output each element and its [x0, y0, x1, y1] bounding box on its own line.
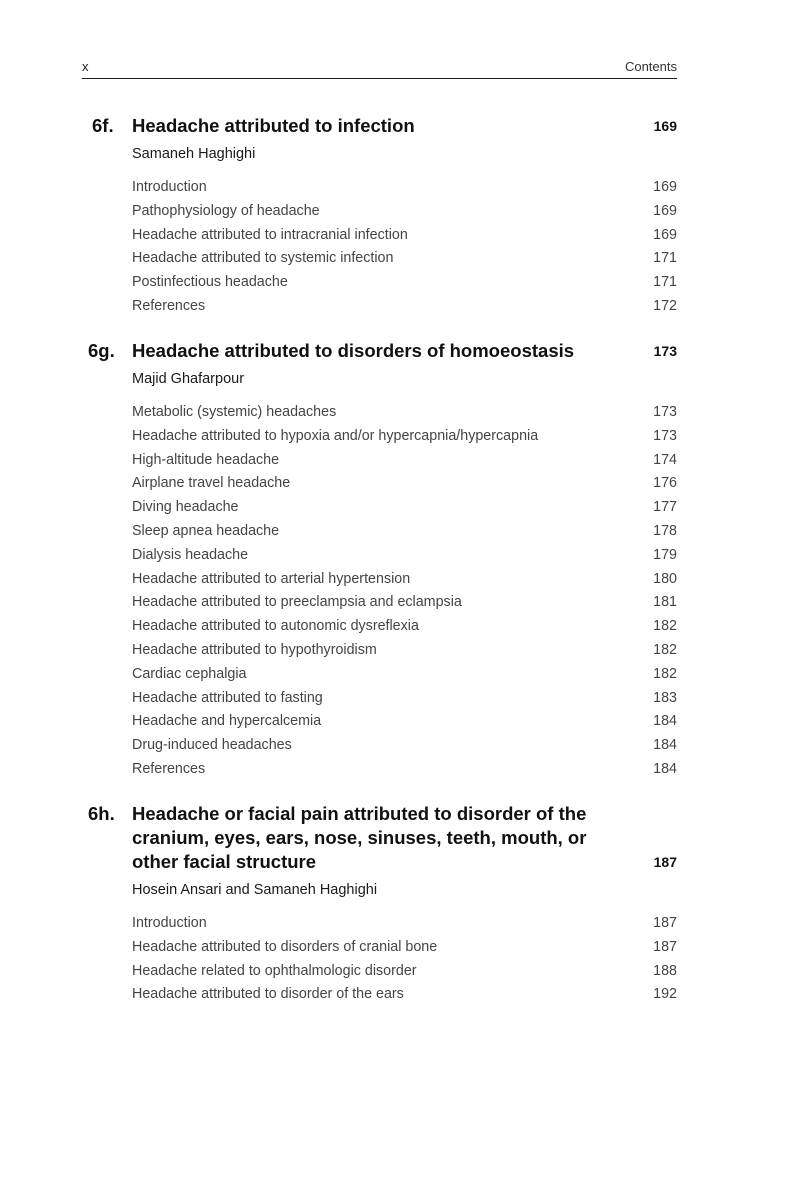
- toc-entry: [132, 449, 677, 473]
- toc-entry: [132, 591, 677, 615]
- chapter-title: Headache attributed to disorders of homoeostasis: [132, 340, 575, 361]
- toc-entry: [132, 271, 677, 295]
- entry-page: 169: [653, 179, 677, 195]
- toc-entry: [132, 520, 677, 544]
- entry-page: 182: [653, 618, 677, 635]
- toc-entry: [132, 639, 677, 663]
- entry-title: Headache and hypercalcemia: [132, 713, 322, 730]
- toc-entry: [132, 734, 677, 758]
- entry-title: Pathophysiology of headache: [132, 202, 320, 219]
- entry-page: 188: [653, 962, 677, 979]
- toc-entry: [132, 663, 677, 687]
- entry-title: Headache attributed to hypoxia and/or hypercapnia/hypercapnia: [132, 427, 539, 444]
- toc-entry: [132, 176, 677, 200]
- entry-page: 179: [653, 546, 677, 563]
- entry-page: 184: [653, 760, 677, 777]
- toc-entry: [132, 247, 677, 271]
- chapter-heading: [82, 802, 677, 874]
- toc-entry: [132, 295, 677, 319]
- chapter-6h: [82, 802, 677, 1007]
- entry-title: Airplane travel headache: [132, 475, 291, 492]
- toc-entry: [132, 544, 677, 568]
- entry-page: 182: [653, 665, 677, 682]
- entry-list: [132, 912, 677, 1007]
- chapter-title: Headache attributed to infection: [132, 115, 415, 136]
- toc-entry: [132, 425, 677, 449]
- entry-page: 171: [653, 274, 677, 291]
- entry-title: Drug-induced headaches: [132, 737, 292, 754]
- chapter-page: 169: [653, 118, 677, 134]
- toc-entry: [132, 912, 677, 936]
- chapter-author: Samaneh Haghighi: [132, 146, 256, 162]
- entry-list: [132, 401, 677, 782]
- chapter-author: Majid Ghafarpour: [132, 371, 245, 387]
- chapter-number: 6g.: [88, 340, 115, 361]
- chapter-6f: [82, 114, 677, 319]
- chapter-heading: [82, 339, 677, 363]
- chapter-title: Headache or facial pain attributed to disorder of the cranium, eyes, ears, nose, sinuses, teeth, mouth, or other facial structure: [132, 803, 587, 872]
- entry-title: Headache attributed to hypothyroidism: [132, 641, 377, 658]
- running-head-title: Contents: [624, 59, 677, 74]
- entry-page: 174: [653, 451, 677, 468]
- entry-page: 181: [653, 594, 677, 611]
- chapter-6g: [82, 339, 677, 782]
- entry-page: 176: [653, 475, 677, 492]
- chapter-page: 187: [653, 854, 677, 870]
- entry-title: Headache related to ophthalmologic disorder: [132, 962, 417, 979]
- entry-title: Diving headache: [132, 499, 239, 516]
- entry-title: References: [132, 760, 206, 777]
- entry-title: Sleep apnea headache: [132, 522, 280, 539]
- entry-title: Headache attributed to autonomic dysreflexia: [132, 618, 419, 635]
- toc-entry: [132, 758, 677, 782]
- entry-title: Headache attributed to disorder of the ears: [132, 986, 404, 1003]
- entry-page: 169: [653, 202, 677, 219]
- entry-page: 169: [653, 226, 677, 243]
- entry-title: Headache attributed to fasting: [132, 689, 323, 706]
- entry-page: 187: [653, 915, 677, 931]
- entry-page: 183: [653, 689, 677, 706]
- entry-title: Headache attributed to disorders of cranial bone: [132, 938, 438, 955]
- entry-page: 173: [653, 404, 677, 420]
- toc-entry: [132, 496, 677, 520]
- chapter-number: 6f.: [92, 115, 114, 136]
- entry-title: Metabolic (systemic) headaches: [132, 404, 337, 420]
- entry-title: Introduction: [132, 179, 207, 195]
- entry-page: 177: [653, 499, 677, 516]
- entry-title: Headache attributed to intracranial infection: [132, 226, 408, 243]
- entry-title: Introduction: [132, 915, 207, 931]
- chapter-author: Hosein Ansari and Samaneh Haghighi: [132, 882, 378, 898]
- entry-page: 184: [653, 713, 677, 730]
- entry-title: Headache attributed to arterial hypertension: [132, 570, 411, 587]
- entry-title: Postinfectious headache: [132, 274, 288, 291]
- toc-entry: [132, 936, 677, 960]
- entry-page: 173: [653, 427, 677, 444]
- toc-entry: [132, 224, 677, 248]
- chapter-number: 6h.: [88, 803, 115, 824]
- toc-entry: [132, 960, 677, 984]
- running-head: [82, 58, 677, 79]
- entry-page: 187: [653, 938, 677, 955]
- entry-page: 172: [653, 297, 677, 314]
- entry-page: 180: [653, 570, 677, 587]
- entry-page: 182: [653, 641, 677, 658]
- entry-page: 184: [653, 737, 677, 754]
- toc-entry: [132, 200, 677, 224]
- toc-entry: [132, 615, 677, 639]
- entry-page: 178: [653, 522, 677, 539]
- entry-list: [132, 176, 677, 319]
- entry-title: High-altitude headache: [132, 451, 280, 468]
- toc-entry: [132, 401, 677, 425]
- toc-entry: [132, 687, 677, 711]
- entry-title: Headache attributed to preeclampsia and eclampsia: [132, 594, 462, 611]
- chapter-page: 173: [653, 343, 677, 359]
- entry-page: 171: [653, 250, 677, 267]
- toc-entry: [132, 710, 677, 734]
- page-number: x: [82, 59, 89, 74]
- entry-title: References: [132, 297, 206, 314]
- entry-title: Cardiac cephalgia: [132, 665, 247, 682]
- entry-title: Dialysis headache: [132, 546, 249, 563]
- chapter-heading: [82, 114, 677, 138]
- toc-entry: [132, 983, 677, 1007]
- entry-page: 192: [653, 986, 677, 1003]
- entry-title: Headache attributed to systemic infection: [132, 250, 394, 267]
- toc-entry: [132, 568, 677, 592]
- toc-entry: [132, 472, 677, 496]
